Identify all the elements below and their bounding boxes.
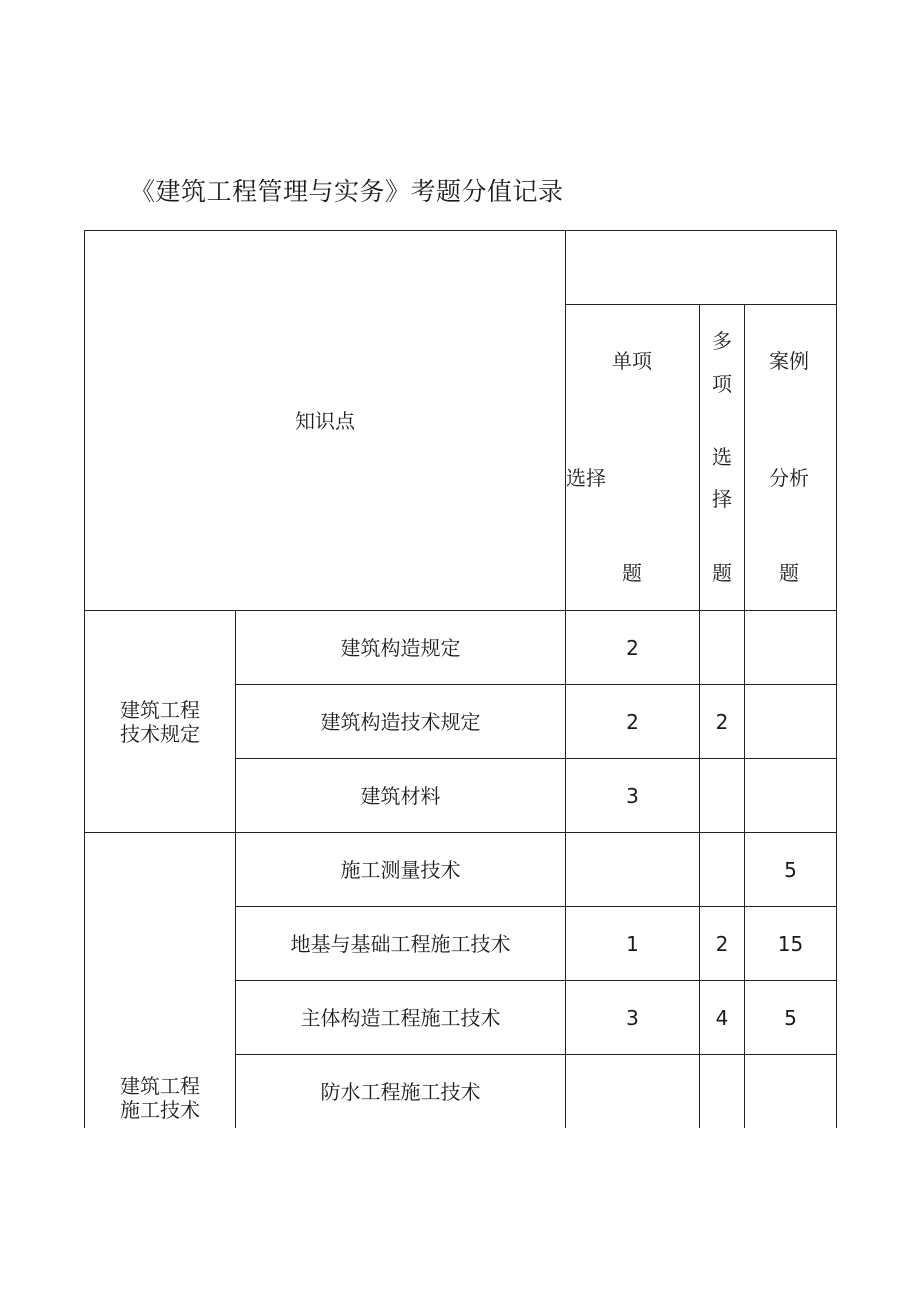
group-name-line-2: 技术规定 xyxy=(120,721,200,746)
header-single-line-1: 单项 xyxy=(612,349,652,373)
header-single-line-2: 选择 xyxy=(566,466,606,490)
header-multiple-line-3: 选 xyxy=(712,445,732,469)
header-case-line-1: 案例 xyxy=(769,349,809,373)
header-multiple-line-4: 择 xyxy=(712,487,732,511)
header-single-choice xyxy=(566,305,700,611)
case-score-cell: 5 xyxy=(745,981,837,1055)
case-score-cell: 5 xyxy=(745,833,837,907)
topic-cell: 施工测量技术 xyxy=(236,833,566,907)
header-question-type-group xyxy=(566,231,837,305)
group-name-cell xyxy=(85,611,236,833)
header-multiple-line-1: 多 xyxy=(712,329,732,353)
multiple-score-cell xyxy=(700,611,745,685)
case-score-cell xyxy=(745,1055,837,1129)
header-single-line-3: 题 xyxy=(622,561,642,585)
single-score-cell: 3 xyxy=(566,981,700,1055)
header-top-row xyxy=(85,231,837,305)
group-name-line-1: 建筑工程 xyxy=(120,697,200,722)
topic-cell: 地基与基础工程施工技术 xyxy=(236,907,566,981)
document-title: 《建筑工程管理与实务》考题分值记录 xyxy=(130,177,564,206)
multiple-score-cell xyxy=(700,833,745,907)
table-row xyxy=(85,611,837,685)
single-score-cell: 1 xyxy=(566,907,700,981)
group-name-line-2: 施工技术 xyxy=(120,1098,200,1122)
header-multiple-choice xyxy=(700,305,745,611)
table-row xyxy=(85,833,837,907)
topic-cell: 建筑构造规定 xyxy=(236,611,566,685)
case-score-cell xyxy=(745,685,837,759)
multiple-score-cell: 4 xyxy=(700,981,745,1055)
header-knowledge-point: 知识点 xyxy=(85,231,566,611)
case-score-cell xyxy=(745,759,837,833)
multiple-score-cell: 2 xyxy=(700,685,745,759)
single-score-cell: 2 xyxy=(566,685,700,759)
case-score-cell: 15 xyxy=(745,907,837,981)
header-multiple-line-5: 题 xyxy=(712,561,732,585)
single-score-cell xyxy=(566,833,700,907)
group-name-cell xyxy=(85,833,236,1129)
header-case-line-3: 题 xyxy=(779,561,799,585)
header-case-line-2: 分析 xyxy=(769,466,809,490)
header-multiple-line-2: 项 xyxy=(712,372,732,396)
single-score-cell xyxy=(566,1055,700,1129)
single-score-cell: 3 xyxy=(566,759,700,833)
topic-cell: 建筑材料 xyxy=(236,759,566,833)
multiple-score-cell xyxy=(700,1055,745,1129)
exam-score-table xyxy=(84,230,837,1128)
group-name-line-1: 建筑工程 xyxy=(120,1074,200,1098)
topic-cell: 主体构造工程施工技术 xyxy=(236,981,566,1055)
case-score-cell xyxy=(745,611,837,685)
topic-cell: 建筑构造技术规定 xyxy=(236,685,566,759)
multiple-score-cell: 2 xyxy=(700,907,745,981)
multiple-score-cell xyxy=(700,759,745,833)
topic-cell: 防水工程施工技术 xyxy=(236,1055,566,1129)
header-case-analysis xyxy=(745,305,837,611)
single-score-cell: 2 xyxy=(566,611,700,685)
